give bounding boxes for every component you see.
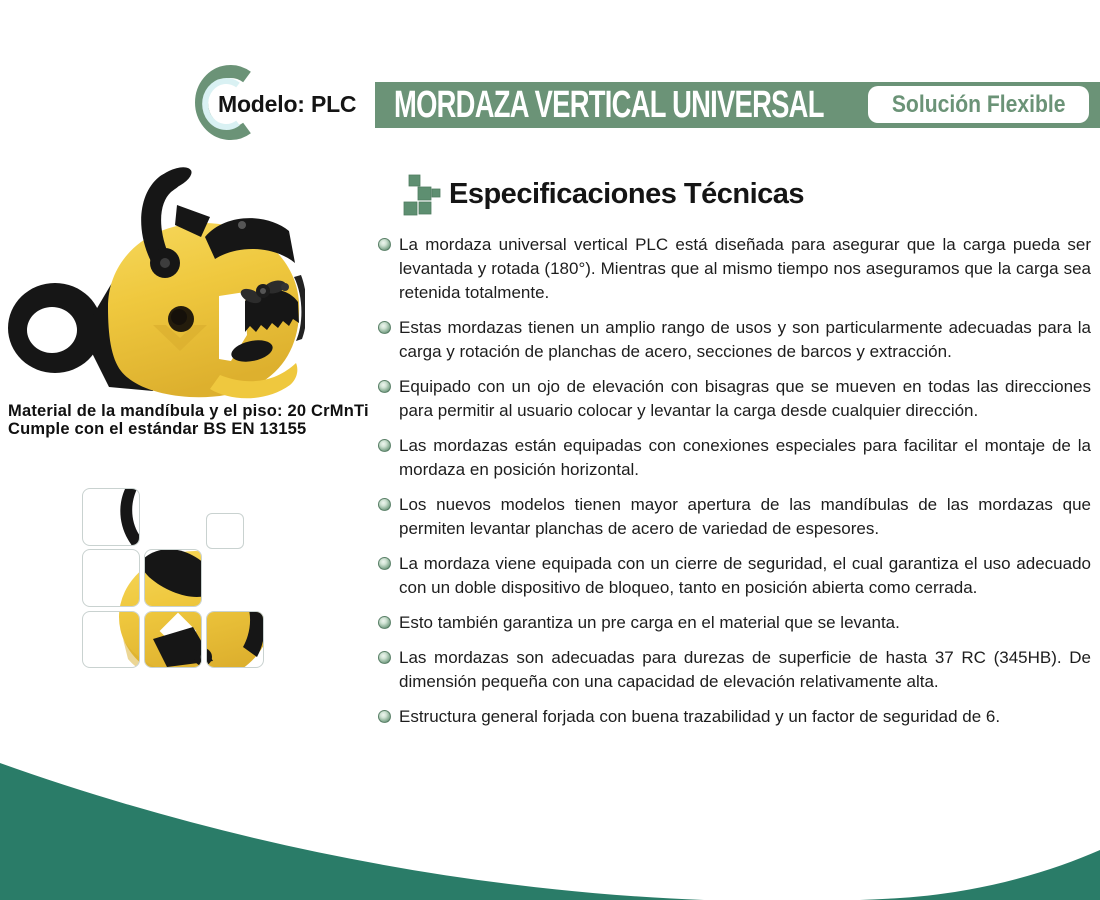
title-bar — [375, 82, 1100, 128]
spec-item — [378, 552, 1091, 600]
flexible-solution-badge — [868, 86, 1089, 123]
flexible-solution-badge-label: Solución Flexible — [891, 90, 1066, 118]
sphere-bullet-icon — [378, 616, 391, 629]
spec-item-text: La mordaza viene equipada con un cierre de seguridad, el cual garantiza el uso adecuado con un doble dispositivo de bloqueo, tanto en posición abierta como cerrada. — [399, 554, 1091, 597]
caption-standard: Cumple con el estándar BS EN 13155 — [8, 419, 307, 438]
model-label: Modelo: PLC — [218, 91, 357, 117]
spec-item — [378, 493, 1091, 541]
specs-list — [378, 233, 1091, 740]
thumbnail-tile — [144, 611, 202, 668]
spec-item-text: Los nuevos modelos tienen mayor apertura de las mandíbulas de las mordazas que permiten levantar planchas de acero de variedad de espesores. — [399, 495, 1091, 538]
spec-item — [378, 316, 1091, 364]
spec-item-text: Estas mordazas tienen un amplio rango de usos y son particularmente adecuadas para la carga y rotación de planchas de acero, secciones de barcos y extracción. — [399, 318, 1091, 361]
green-squares-icon — [403, 174, 443, 216]
sphere-bullet-icon — [378, 710, 391, 723]
bottom-wave-decoration — [0, 760, 1100, 900]
product-photo-yellow-plate-clamp — [5, 165, 305, 405]
spec-item-text: Las mordazas están equipadas con conexiones especiales para facilitar el montaje de la mordaza en posición horizontal. — [399, 436, 1091, 479]
specs-title: Especificaciones Técnicas — [449, 178, 805, 210]
sphere-bullet-icon — [378, 651, 391, 664]
product-caption — [8, 403, 378, 438]
spec-item-text: La mordaza universal vertical PLC está diseñada para asegurar que la carga pueda ser levantada y rotada (180°). Mientras que al mismo tiempo nos aseguramos que la carga sea retenida totalmente. — [399, 235, 1091, 302]
spec-item — [378, 646, 1091, 694]
spec-item-text: Estructura general forjada con buena trazabilidad y un factor de seguridad de 6. — [399, 707, 1001, 726]
spec-item — [378, 705, 1091, 729]
sphere-bullet-icon — [378, 557, 391, 570]
sphere-bullet-icon — [378, 321, 391, 334]
spec-item — [378, 375, 1091, 423]
spec-item — [378, 611, 1091, 635]
spec-item-text: Equipado con un ojo de elevación con bisagras que se mueven en todas las direcciones para permitir al usuario colocar y levantar la carga desde cualquier dirección. — [399, 377, 1091, 420]
spec-item — [378, 233, 1091, 305]
thumbnail-tile — [82, 549, 140, 607]
spec-item-text: Esto también garantiza un pre carga en el material que se levanta. — [399, 613, 900, 632]
thumbnail-tile — [206, 611, 264, 668]
spec-item — [378, 434, 1091, 482]
sphere-bullet-icon — [378, 439, 391, 452]
page-title: MORDAZA VERTICAL UNIVERSAL — [394, 84, 824, 126]
spec-item-text: Las mordazas son adecuadas para durezas de superficie de hasta 37 RC (345HB). De dimensión pequeña con una capacidad de elevación relativamente alta. — [399, 648, 1091, 691]
thumbnail-tile — [82, 611, 140, 668]
sphere-bullet-icon — [378, 238, 391, 251]
caption-material: Material de la mandíbula y el piso: 20 CrMnTi — [8, 402, 369, 420]
sphere-bullet-icon — [378, 498, 391, 511]
thumbnail-tile — [206, 513, 244, 549]
thumbnail-tile — [82, 488, 140, 546]
brand-logo — [190, 63, 400, 143]
thumbnail-tile — [144, 549, 202, 607]
sphere-bullet-icon — [378, 380, 391, 393]
